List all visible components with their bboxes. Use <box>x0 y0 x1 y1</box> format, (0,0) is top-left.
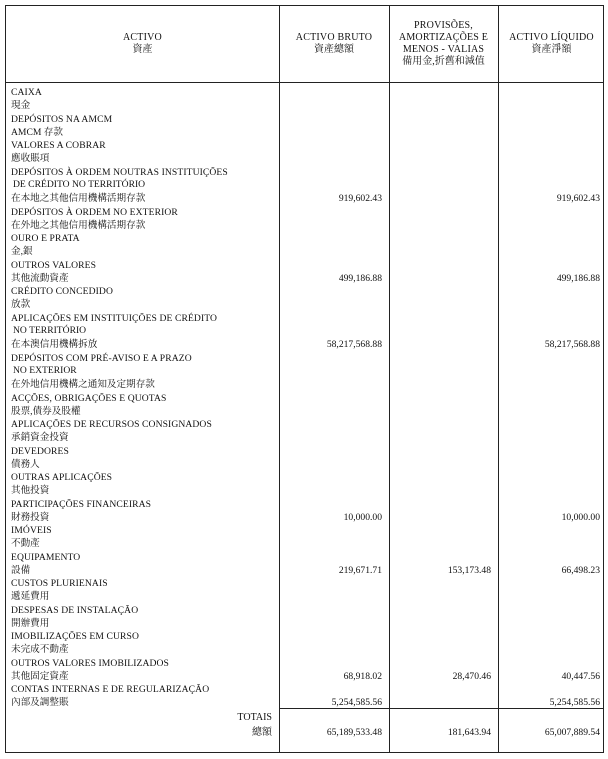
row-label-zh: 其他投資 <box>11 485 50 496</box>
row-label-zh: 金,銀 <box>11 246 33 257</box>
value-activo-bruto: 219,671.71 <box>338 564 382 576</box>
row-label-pt: OUTROS VALORES <box>11 259 97 271</box>
header-activo <box>6 6 279 82</box>
value-activo-liquido: 499,186.88 <box>556 272 600 284</box>
table-row <box>6 206 603 233</box>
table-row <box>6 285 603 312</box>
table-row <box>6 683 603 710</box>
table-row <box>6 657 603 684</box>
header-prov-zh: 備用金,折舊和減值 <box>402 56 485 67</box>
row-label-pt: DEPÓSITOS NA AMCM <box>11 113 113 125</box>
row-label-pt: DESPESAS DE INSTALAÇÃO <box>11 604 139 616</box>
row-label-zh: 債務人 <box>11 458 40 470</box>
table-row <box>6 524 603 551</box>
totals-provisoes: 181,643.94 <box>447 727 491 738</box>
header-prov-pt1: PROVISÕES, <box>414 20 473 31</box>
row-label-pt: DEPÓSITOS À ORDEM NO EXTERIOR <box>11 206 178 218</box>
value-provisoes: 153,173.48 <box>447 564 491 576</box>
row-label-pt: CONTAS INTERNAS E DE REGULARIZAÇÃO <box>11 684 210 695</box>
header-provisoes <box>389 6 498 82</box>
row-label-pt: OUTROS VALORES IMOBILIZADOS <box>11 657 169 669</box>
row-label-zh: 設備 <box>11 564 31 576</box>
header-prov-pt2: AMORTIZAÇÕES E <box>398 32 489 43</box>
row-label-pt: APLICAÇÕES DE RECURSOS CONSIGNADOS <box>11 419 212 430</box>
header-liquido-pt: ACTIVO LÍQUIDO <box>509 32 594 43</box>
value-activo-liquido: 5,254,585.56 <box>549 697 600 708</box>
value-activo-bruto: 919,602.43 <box>338 192 382 204</box>
row-label-pt: CAIXA <box>11 87 42 98</box>
totals-label-zh: 總額 <box>252 727 272 738</box>
table-row <box>6 392 603 419</box>
row-label-pt: APLICAÇÕES EM INSTITUIÇÕES DE CRÉDITO <box>11 312 218 324</box>
row-label-zh: 財務投資 <box>11 511 50 523</box>
balance-sheet-table <box>5 5 604 753</box>
table-row <box>6 166 603 206</box>
value-provisoes: 28,470.46 <box>452 670 491 682</box>
value-activo-liquido: 40,447.56 <box>561 670 600 682</box>
header-divider <box>6 82 603 83</box>
row-label-pt-cont: NO EXTERIOR <box>13 364 77 376</box>
header-bruto-pt: ACTIVO BRUTO <box>295 32 373 43</box>
header-activo-zh: 資產 <box>132 44 153 55</box>
row-label-pt: VALORES A COBRAR <box>11 140 106 151</box>
table-row <box>6 312 603 352</box>
totals-bruto: 65,189,533.48 <box>326 727 382 738</box>
row-label-pt-cont: NO TERRITÓRIO <box>13 324 87 336</box>
table-row <box>6 113 603 140</box>
totals-liquido: 65,007,889.54 <box>544 727 600 738</box>
row-label-zh: 其他流動資產 <box>11 272 69 284</box>
row-label-zh: 其他固定資產 <box>11 670 69 682</box>
header-activo-bruto <box>279 6 389 82</box>
row-label-zh: 開辦費用 <box>11 617 50 629</box>
row-label-pt-cont: DE CRÉDITO NO TERRITÓRIO <box>13 178 146 190</box>
header-activo-liquido <box>498 6 605 82</box>
row-label-pt: CUSTOS PLURIENAIS <box>11 578 108 589</box>
table-row <box>6 232 603 259</box>
value-activo-liquido: 66,498.23 <box>561 564 600 576</box>
table-row <box>6 630 603 657</box>
row-label-zh: 在外地信用機構之通知及定期存款 <box>11 378 155 390</box>
row-label-zh: 應收賬項 <box>11 153 50 164</box>
header-prov-pt3: MENOS - VALIAS <box>402 44 485 55</box>
value-activo-bruto: 10,000.00 <box>343 511 382 523</box>
row-label-zh: AMCM 存款 <box>11 126 63 138</box>
row-label-zh: 承銷資金投資 <box>11 432 69 443</box>
row-label-zh: 內部及調整賬 <box>11 697 69 708</box>
table-row <box>6 259 603 286</box>
row-label-pt: DEPÓSITOS À ORDEM NOUTRAS INSTITUIÇÕES <box>11 166 228 178</box>
row-label-zh: 在本澳信用機構拆放 <box>11 338 98 350</box>
header-liquido-zh: 資產淨額 <box>531 44 572 55</box>
row-label-pt: IMOBILIZAÇÕES EM CURSO <box>11 631 139 642</box>
totals-label-pt: TOTAIS <box>237 712 272 723</box>
value-activo-bruto: 5,254,585.56 <box>331 697 382 708</box>
row-label-zh: 現金 <box>11 100 31 111</box>
value-activo-liquido: 919,602.43 <box>556 192 600 204</box>
row-label-pt: IMÓVEIS <box>11 525 52 536</box>
value-activo-bruto: 499,186.88 <box>338 272 382 284</box>
row-label-zh: 不動產 <box>11 538 40 549</box>
row-label-pt: OUTRAS APLICAÇÕES <box>11 472 113 483</box>
row-label-pt: EQUIPAMENTO <box>11 551 81 563</box>
row-label-zh: 遞延費用 <box>11 591 50 602</box>
row-label-pt: DEVEDORES <box>11 445 69 457</box>
table-row <box>6 498 603 525</box>
value-activo-bruto: 58,217,568.88 <box>326 338 382 350</box>
row-label-zh: 放款 <box>11 299 31 310</box>
row-label-pt: CRÉDITO CONCEDIDO <box>11 286 113 297</box>
table-row <box>6 577 603 604</box>
value-activo-liquido: 10,000.00 <box>561 511 600 523</box>
header-activo-pt: ACTIVO <box>123 32 162 43</box>
value-activo-liquido: 58,217,568.88 <box>544 338 600 350</box>
row-label-zh: 在外地之其他信用機構活期存款 <box>11 219 146 231</box>
row-label-zh: 未完成不動產 <box>11 644 69 655</box>
table-row <box>6 352 603 392</box>
row-label-pt: DEPÓSITOS COM PRÉ-AVISO E A PRAZO <box>11 352 192 364</box>
table-row <box>6 418 603 445</box>
table-row <box>6 604 603 631</box>
row-label-zh: 在本地之其他信用機構活期存款 <box>11 192 146 204</box>
table-row <box>6 471 603 498</box>
totals-row <box>6 712 603 752</box>
table-row <box>6 445 603 472</box>
table-row <box>6 86 603 113</box>
row-label-zh: 股票,債券及股權 <box>11 405 81 417</box>
table-row <box>6 139 603 166</box>
value-activo-bruto: 68,918.02 <box>343 670 382 682</box>
table-row <box>6 551 603 578</box>
row-label-pt: PARTICIPAÇÕES FINANCEIRAS <box>11 498 152 510</box>
row-label-pt: ACÇÕES, OBRIGAÇÕES E QUOTAS <box>11 392 167 404</box>
header-bruto-zh: 資產總額 <box>314 44 354 55</box>
row-label-pt: OURO E PRATA <box>11 233 80 244</box>
